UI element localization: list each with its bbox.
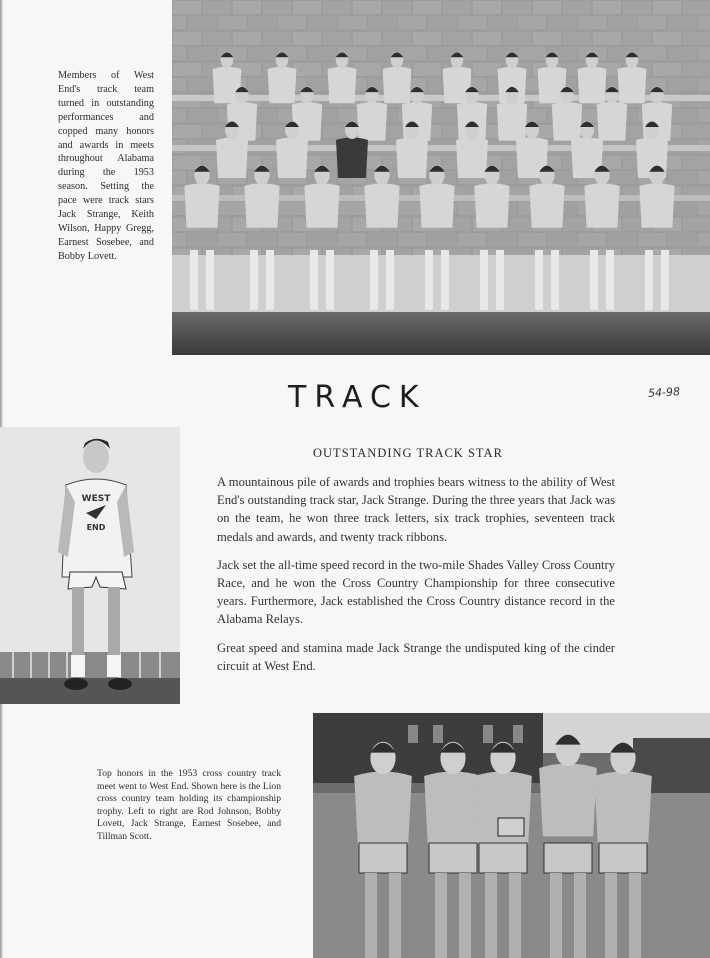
runner-leg	[459, 873, 471, 958]
team-member-leg	[425, 250, 433, 310]
runner-leg	[389, 873, 401, 958]
championship-trophy	[498, 818, 524, 836]
team-member-leg	[190, 250, 198, 310]
section-title: TRACK	[288, 380, 427, 415]
running-shorts	[479, 843, 527, 873]
jersey-text-end: END	[86, 523, 106, 532]
team-photo-caption: Members of West End's track team turned in outstanding performances and copped many honors and awards in meets throughout Alabama during the 1953 season. Setting the pace were track stars Jack Strange, Keith Wilson, Happy Gregg, Earnest Sosebee, and Bobby Lovett.	[58, 70, 154, 262]
runner-leg	[629, 873, 641, 958]
article-paragraph: A mountainous pile of awards and trophies bears witness to the ability of West End's outstanding track star, Jack Strange. During the three years that Jack was on the team, he won three track letters, six track trophies, seventeen track medals and awards, and twenty track ribbons.	[217, 475, 615, 544]
team-member-leg	[661, 250, 669, 310]
running-shorts	[544, 843, 592, 873]
team-member-leg	[590, 250, 598, 310]
jersey-text-west: WEST	[81, 494, 111, 504]
team-member-leg	[441, 250, 449, 310]
handwritten-page-note: 54-98	[647, 385, 681, 400]
track-star-photo	[0, 427, 180, 704]
running-shorts	[359, 843, 407, 873]
team-member-leg	[326, 250, 334, 310]
team-member-leg	[206, 250, 214, 310]
cross-country-caption: Top honors in the 1953 cross country track meet went to West End. Shown here is the Lion cross country team holding its championship trophy. Left to right are Rod Johnson, Bobby Lovett, Jack Strange, Earnest Sosebee, and Tillman Scott.	[97, 768, 281, 842]
runner-leg	[550, 873, 562, 958]
runner-leg	[435, 873, 447, 958]
cross-country-team-photo	[313, 713, 710, 958]
cross-country-photo-illustration	[313, 713, 710, 958]
runner-leg	[509, 873, 521, 958]
team-member-leg	[250, 250, 258, 310]
team-member-leg	[480, 250, 488, 310]
runner-leg	[605, 873, 617, 958]
team-member-leg	[370, 250, 378, 310]
team-member-leg	[606, 250, 614, 310]
article-paragraph: Jack set the all-time speed record in the two-mile Shades Valley Cross Country Race, and he won the Cross Country Championship for three consecutive years. Furthermore, Jack established the Cross Country distance record in the Alabama Relays.	[217, 557, 615, 627]
team-member-leg	[386, 250, 394, 310]
running-shorts	[599, 843, 647, 873]
runner-leg	[485, 873, 497, 958]
running-shorts	[429, 843, 477, 873]
track-star-photo-illustration	[0, 427, 180, 704]
team-member-leg	[266, 250, 274, 310]
team-member-leg	[645, 250, 653, 310]
team-group-photo	[172, 0, 710, 355]
team-member-leg	[496, 250, 504, 310]
runner-leg	[365, 873, 377, 958]
team-member-leg	[310, 250, 318, 310]
team-group-photo-illustration	[172, 0, 710, 355]
article-paragraph: Great speed and stamina made Jack Strange the undisputed king of the cinder circuit at West End.	[217, 640, 615, 673]
team-member-leg	[551, 250, 559, 310]
article-heading: OUTSTANDING TRACK STAR	[313, 446, 503, 460]
team-member-leg	[535, 250, 543, 310]
article-body	[217, 473, 615, 685]
runner-leg	[574, 873, 586, 958]
